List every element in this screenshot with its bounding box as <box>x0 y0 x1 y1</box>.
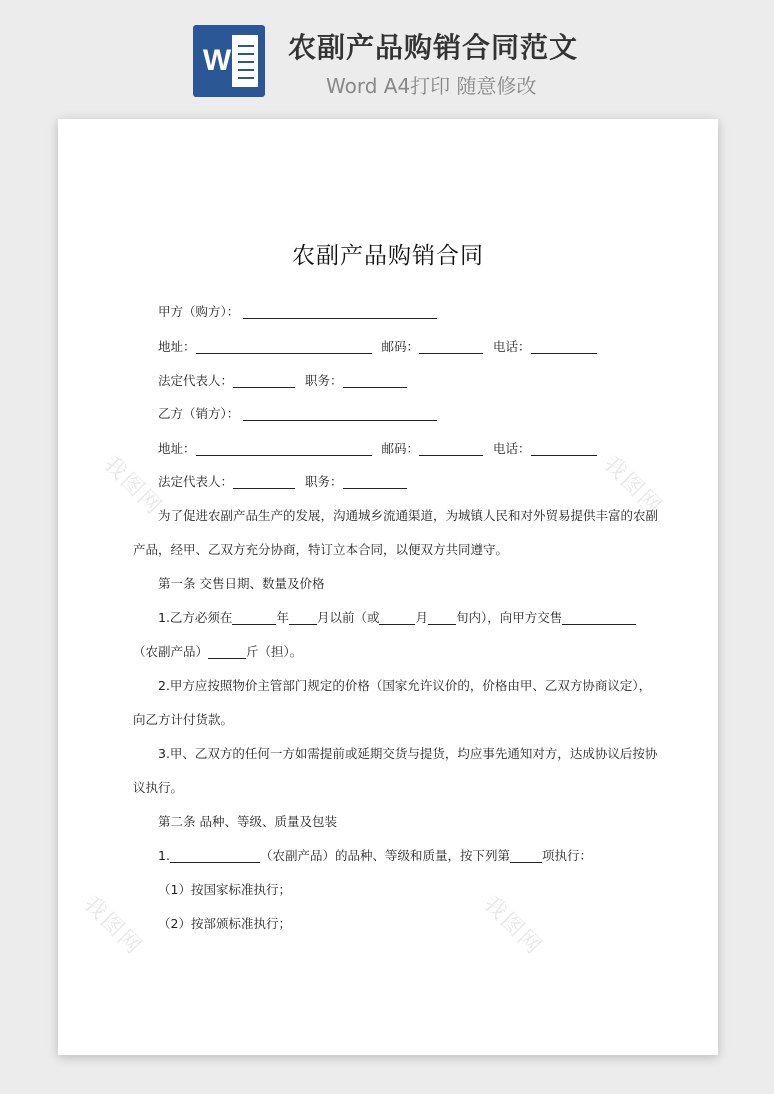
clause-text: 斤（担）。 <box>246 644 303 659</box>
watermark: 我图网 <box>478 891 547 961</box>
postcode-label: 邮码： <box>381 441 420 456</box>
blank-field[interactable] <box>170 849 260 863</box>
blank-field[interactable] <box>531 340 597 354</box>
blank-field[interactable] <box>343 374 407 388</box>
article-2-heading: 第二条 品种、等级、质量及包装 <box>158 814 337 829</box>
clause-text: 1. <box>158 848 170 863</box>
blank-field[interactable] <box>510 849 542 863</box>
word-icon-paper <box>232 35 258 87</box>
blank-field[interactable] <box>232 611 276 625</box>
blank-field[interactable] <box>419 340 483 354</box>
article-1-heading: 第一条 交售日期、数量及价格 <box>158 576 325 591</box>
legal-rep-label: 法定代表人： <box>158 474 234 489</box>
address-label: 地址： <box>158 441 196 456</box>
watermark: 我图网 <box>78 891 147 961</box>
clause-1-2-line2: 向乙方计付货款。 <box>133 712 234 727</box>
clause-text: 1.乙方必须在 <box>158 610 233 625</box>
clause-1-2-line1: 2.甲方应按照物价主管部门规定的价格（国家允许议价的，价格由甲、乙双方协商议定）， <box>158 678 652 693</box>
blank-field[interactable] <box>343 475 407 489</box>
party-a-line <box>158 302 437 320</box>
position-label: 职务： <box>305 373 343 388</box>
party-a-address-line <box>158 337 597 355</box>
header <box>0 0 774 118</box>
blank-field[interactable] <box>208 645 246 659</box>
clause-text: （农副产品）的品种、等级和质量，按下列第 <box>259 848 510 863</box>
intro-paragraph-line1: 为了促进农副产品生产的发展，沟通城乡流通渠道，为城镇人民和对外贸易提供丰富的农副 <box>158 508 659 523</box>
party-b-rep-line <box>158 472 407 490</box>
clause-text: 年 <box>276 610 289 625</box>
blank-field[interactable] <box>196 442 372 456</box>
blank-field[interactable] <box>562 611 636 625</box>
blank-field[interactable] <box>379 611 415 625</box>
document-title: 农副产品购销合同 <box>292 243 484 269</box>
word-icon <box>193 25 265 97</box>
clause-2-1 <box>158 846 592 864</box>
address-label: 地址： <box>158 339 196 354</box>
clause-text: 旬内），向甲方交售 <box>455 610 563 625</box>
blank-field[interactable] <box>196 340 372 354</box>
watermark: 我图网 <box>98 451 167 521</box>
blank-field[interactable] <box>419 442 483 456</box>
blank-field[interactable] <box>428 611 456 625</box>
clause-1-3-line1: 3.甲、乙双方的任何一方如需提前或延期交货与提货，均应事先通知对方，达成协议后按协 <box>158 746 658 761</box>
blank-field[interactable] <box>531 442 597 456</box>
clause-text: 项执行： <box>541 848 592 863</box>
clause-text: （农副产品） <box>133 644 209 659</box>
clause-text: 月以前（或 <box>316 610 380 625</box>
blank-field[interactable] <box>233 374 295 388</box>
position-label: 职务： <box>305 474 343 489</box>
party-a-label: 甲方（购方）： <box>158 304 240 319</box>
blank-field[interactable] <box>243 305 437 319</box>
postcode-label: 邮码： <box>381 339 420 354</box>
party-b-line <box>158 404 437 422</box>
intro-paragraph-line2: 产品，经甲、乙双方充分协商，特订立本合同，以便双方共同遵守。 <box>133 542 509 557</box>
party-b-address-line <box>158 439 597 457</box>
party-b-label: 乙方（销方）： <box>158 406 240 421</box>
phone-label: 电话： <box>493 339 531 354</box>
legal-rep-label: 法定代表人： <box>158 373 234 388</box>
blank-field[interactable] <box>233 475 295 489</box>
blank-field[interactable] <box>289 611 317 625</box>
word-icon-letter: W <box>202 44 232 77</box>
clause-1-1-line1 <box>158 608 636 626</box>
phone-label: 电话： <box>493 441 531 456</box>
clause-2-option-2: （2）按部颁标准执行； <box>158 916 291 931</box>
clause-1-1-line2 <box>133 642 302 660</box>
clause-2-option-1: （1）按国家标准执行； <box>158 882 291 897</box>
document-page <box>58 119 718 1055</box>
header-title: 农副产品购销合同范文 <box>288 31 579 64</box>
blank-field[interactable] <box>243 407 437 421</box>
watermark: 我图网 <box>598 451 667 521</box>
party-a-rep-line <box>158 371 407 389</box>
header-subtitle: Word A4打印 随意修改 <box>326 74 537 98</box>
clause-text: 月 <box>415 610 428 625</box>
clause-1-3-line2: 议执行。 <box>133 780 184 795</box>
